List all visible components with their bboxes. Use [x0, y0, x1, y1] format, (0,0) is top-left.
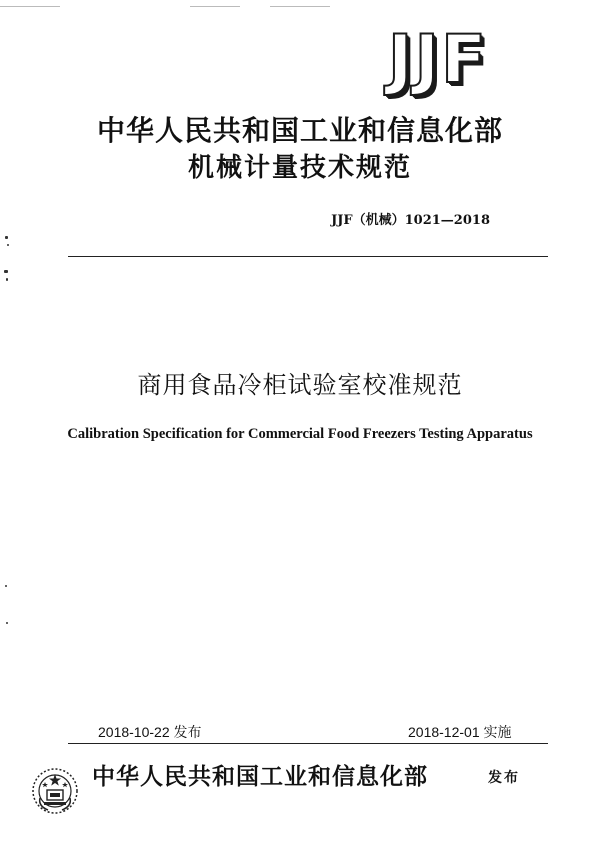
document-title-english: Calibration Specification for Commercial Food Freezers Testing Apparatus [67, 426, 533, 442]
publisher-name: 中华人民共和国工业和信息化部 [92, 764, 428, 790]
scan-edge-line [270, 6, 330, 7]
document-code: JJF（机械）1021—2018 [331, 213, 490, 228]
issuing-ministry: 中华人民共和国工业和信息化部 [96, 114, 503, 147]
national-emblem-icon [30, 766, 80, 816]
scan-speck [6, 622, 8, 624]
footer-divider [68, 743, 548, 744]
scan-edge-line [190, 6, 240, 7]
document-title-chinese: 商用食品冷柜试验室校准规范 [137, 371, 463, 399]
implementation-date: 2018-12-01 实施 [408, 724, 512, 740]
scan-speck [5, 585, 7, 587]
issue-date: 2018-10-22 发布 [98, 724, 202, 740]
scan-speck [4, 270, 8, 273]
scan-speck [6, 278, 8, 281]
scan-speck [7, 244, 9, 246]
header-divider [68, 256, 548, 257]
jjf-logo: JJF [387, 21, 489, 98]
specification-series: 机械计量技术规范 [187, 153, 412, 183]
publish-label: 发布 [488, 770, 520, 786]
scan-speck [5, 236, 8, 239]
scan-edge-line [0, 6, 60, 7]
